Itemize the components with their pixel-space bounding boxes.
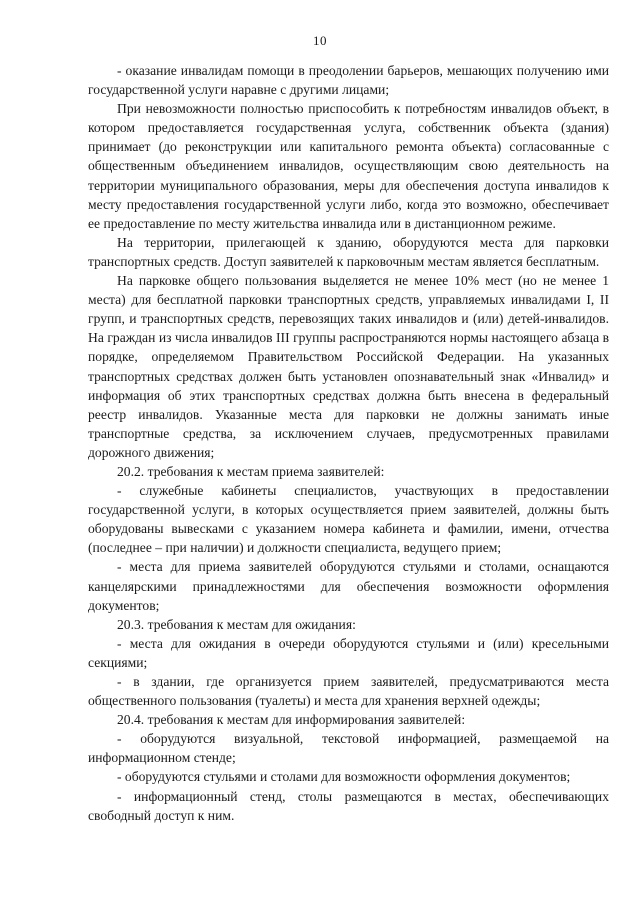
paragraph-public-facilities: - в здании, где организуется прием заявителей, предусматриваются места общественного пользования (туалеты) и места для хранения верхней одежды; bbox=[88, 674, 609, 709]
paragraph-reception-requirements-heading: 20.2. требования к местам приема заявителей: bbox=[117, 463, 385, 479]
paragraph-free-access: - информационный стенд, столы размещаются в местах, обеспечивающих свободный доступ к ним. bbox=[88, 788, 609, 823]
paragraph-information-requirements-heading: 20.4. требования к местам для информирования заявителей: bbox=[117, 712, 466, 728]
paragraph-information-stand: - оборудуются визуальной, текстовой информацией, размещаемой на информационном стенде; bbox=[88, 731, 609, 766]
paragraph-waiting-seating: - места для ожидания в очереди оборудуются стульями и (или) кресельными секциями; bbox=[88, 635, 609, 670]
paragraph-office-signage: - служебные кабинеты специалистов, участвующих в предоставлении государственной услуги, в которых осуществляется прием заявителей, должны быть оборудованы вывесками с указанием номера кабинета и фамилии, имени, отчества (последнее – при наличии) и должности специалиста, ведущего прием; bbox=[88, 483, 609, 556]
paragraph-accessibility-measures: При невозможности полностью приспособить к потребностям инвалидов объект, в котором предоставляется государственная услуга, собственник объекта (здания) принимает (до реконструкции или капитального ремонта объекта) согласованные с общественным объединением инвалидов, осуществляющим свою деятельность на территории муниципального образования, меры для обеспечения доступа инвалидов к месту предоставления государственной услуги либо, когда это возможно, обеспечивает ее предоставление по месту жительства инвалида или в дистанционном режиме. bbox=[88, 101, 609, 231]
paragraph-reception-furniture: - места для приема заявителей оборудуются стульями и столами, оснащаются канцелярскими принадлежностями для обеспечения возможности оформления документов; bbox=[88, 559, 609, 613]
paragraph-barrier-assistance: - оказание инвалидам помощи в преодолении барьеров, мешающих получению ими государственной услуги наравне с другими лицами; bbox=[88, 63, 609, 98]
paragraph-information-furniture: - оборудуются стульями и столами для возможности оформления документов; bbox=[117, 769, 571, 785]
paragraph-waiting-requirements-heading: 20.3. требования к местам для ожидания: bbox=[117, 616, 356, 632]
paragraph-parking-territory: На территории, прилегающей к зданию, оборудуются места для парковки транспортных средств. Доступ заявителей к парковочным местам является бесплатным. bbox=[88, 234, 609, 269]
document-body bbox=[88, 61, 609, 825]
page-number: 10 bbox=[313, 33, 327, 48]
paragraph-disabled-parking: На парковке общего пользования выделяется не менее 10% мест (но не менее 1 места) для бесплатной парковки транспортных средств, управляемых инвалидами I, II групп, и транспортных средств, перевозящих таких инвалидов и (или) детей-инвалидов. На граждан из числа инвалидов III группы распространяются нормы настоящего абзаца в порядке, определяемом Правительством Российской Федерации. На указанных транспортных средствах должен быть установлен опознавательный знак «Инвалид» и информация об этих транспортных средствах должна быть внесена в федеральный реестр инвалидов. Указанные места для парковки не должны занимать иные транспортные средства, за исключением случаев, предусмотренных правилами дорожного движения; bbox=[88, 273, 609, 460]
